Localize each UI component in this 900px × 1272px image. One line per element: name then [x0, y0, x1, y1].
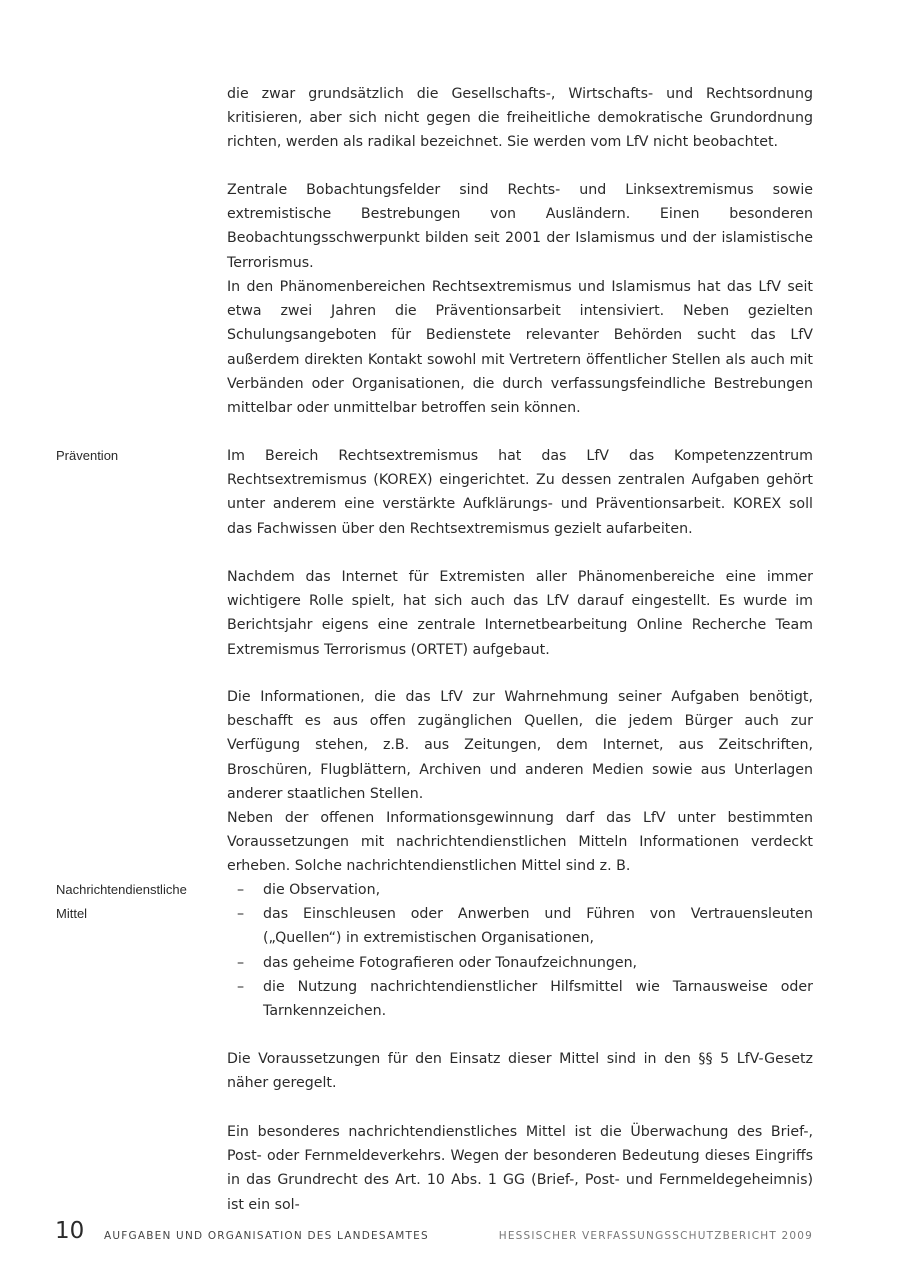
list-item: – das geheime Fotografieren oder Tonaufzeichnungen,	[237, 954, 638, 971]
list-item: – das Einschleusen oder Anwerben und Führen von Vertrauensleuten („Quellen“) in extremistischen Organisationen,	[237, 906, 813, 947]
paragraph-covert-means: Neben der offenen Informationsgewinnung darf das LfV unter bestimmten Voraussetzungen mit nachrichtendienstlichen Mitteln Informationen verdeckt erheben. Solche nachrichtendienstlichen Mittel sind z. B.	[227, 810, 813, 875]
paragraph-g10: Ein besonderes nachrichtendienstliches Mittel ist die Überwachung des Brief-, Post- oder Fernmeldeverkehrs. Wegen der besonderen Bedeutung dieses Eingriffs in das Grundrecht des Art. 10 Abs. 1 GG (Brief-, Post- und Fernmeldegeheimnis) ist ein sol-	[227, 1124, 813, 1213]
paragraph-observation-fields: Zentrale Bobachtungsfelder sind Rechts- und Linksextremismus sowie extremistische Bestrebungen von Ausländern. Einen besonderen Beobachtungsschwerpunkt bilden seit 2001 der Islamismus und der islamistische Terrorismus.	[227, 182, 813, 271]
paragraph-open-sources: Die Informationen, die das LfV zur Wahrnehmung seiner Aufgaben benötigt, beschafft es aus offen zugänglichen Quellen, die jedem Bürger auch zur Verfügung stehen, z.B. aus Zeitungen, dem Internet, aus Zeitschriften, Broschüren, Flugblättern, Archiven und anderen Medien sowie aus Unterlagen anderer staatlichen Stellen.	[227, 689, 813, 802]
paragraph-ortet: Nachdem das Internet für Extremisten aller Phänomenbereiche eine immer wichtigere Rolle spielt, hat sich auch das LfV darauf eingestellt. Es wurde im Berichtsjahr eigens eine zentrale Internetbearbeitung Online Recherche Team Extremismus Terrorismus (ORTET) aufgebaut.	[227, 569, 813, 658]
paragraph-prevention-work: In den Phänomenbereichen Rechtsextremismus und Islamismus hat das LfV seit etwa zwei Jahren die Präventionsarbeit intensiviert. Neben gezielten Schulungsangeboten für Bedienstete relevanter Behörden sucht das LfV außerdem direkten Kontakt sowohl mit Vertretern öffentlicher Stellen als auch mit Verbänden oder Organisationen, die durch verfassungsfeindliche Bestrebungen mittelbar oder unmittelbar betroffen sein können.	[227, 279, 813, 417]
margin-note-mittel-line1: Nachrichtendienstliche	[56, 882, 187, 897]
margin-note-mittel-line2: Mittel	[56, 906, 88, 922]
margin-note-mittel	[56, 878, 187, 926]
margin-note-praevention: Prävention	[56, 448, 119, 463]
page-number: 10	[55, 1218, 85, 1244]
list-item: – die Nutzung nachrichtendienstlicher Hilfsmittel wie Tarnausweise oder Tarnkennzeichen.	[237, 978, 813, 1020]
paragraph-legal-basis: Die Voraussetzungen für den Einsatz dieser Mittel sind in den §§ 5 LfV-Gesetz näher geregelt.	[227, 1051, 813, 1092]
paragraph-korex: Im Bereich Rechtsextremismus hat das LfV das Kompetenzzentrum Rechtsextremismus (KOREX) eingerichtet. Zu dessen zentralen Aufgaben gehört unter anderem eine verstärkte Aufklärungs- und Präventionsarbeit. KOREX soll das Fachwissen über den Rechtsextremismus gezielt aufarbeiten.	[227, 448, 813, 537]
footer-section-title: AUFGABEN UND ORGANISATION DES LANDESAMTES	[104, 1230, 429, 1242]
list-item: – die Observation,	[237, 882, 381, 898]
paragraph-radical: die zwar grundsätzlich die Gesellschafts-, Wirtschafts- und Rechtsordnung kritisieren, aber sich nicht gegen die freiheitliche demokratische Grundordnung richten, werden als radikal bezeichnet. Sie werden vom LfV nicht beobachtet.	[227, 86, 813, 151]
means-list	[227, 878, 813, 1023]
footer-publication-title: HESSISCHER VERFASSUNGSSCHUTZBERICHT 2009	[498, 1230, 813, 1242]
